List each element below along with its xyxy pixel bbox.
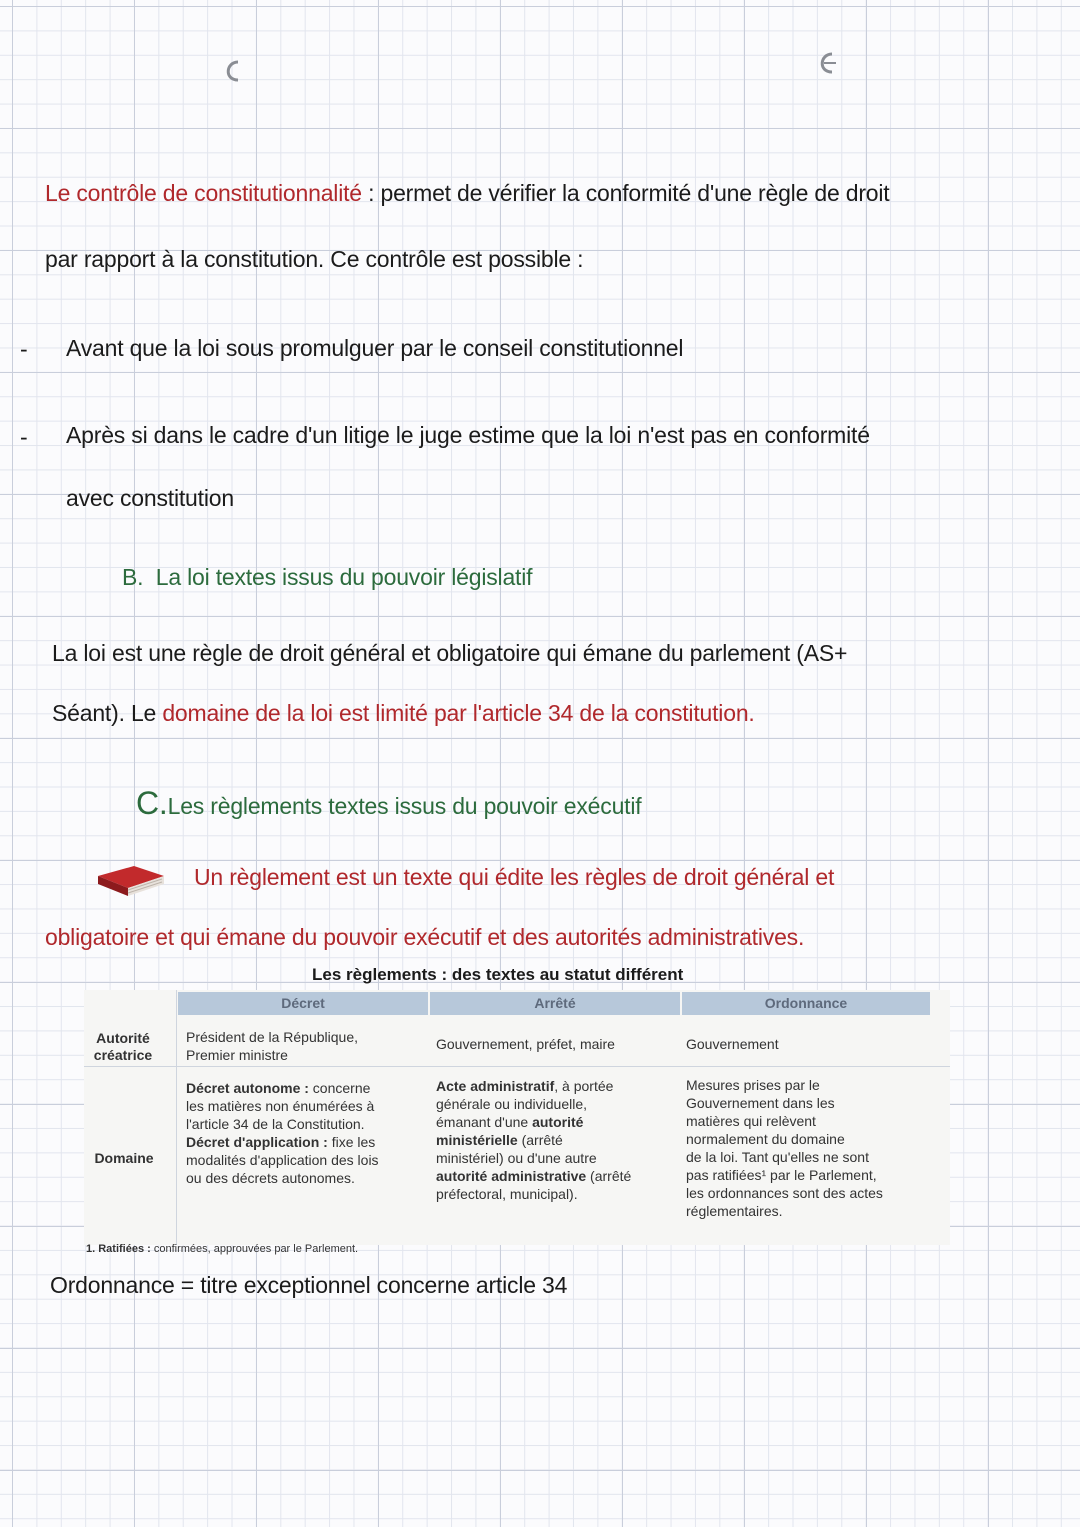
footnote-text: confirmées, approuvées par le Parlement. xyxy=(150,1243,359,1255)
bullet-item-1: Avant que la loi sous promulguer par le conseil constitutionnel xyxy=(66,335,684,361)
section-b-heading xyxy=(122,564,532,591)
decret-line-2: les matières non énumérées à xyxy=(186,1098,375,1114)
arrete-line-7: préfectoral, municipal). xyxy=(436,1186,578,1202)
decret-line-3: l'article 34 de la Constitution. xyxy=(186,1116,365,1132)
binder-hole-right xyxy=(812,50,838,76)
reglement-definition-line-2: obligatoire et qui émane du pouvoir exécutif et des autorités administratives. xyxy=(45,924,805,950)
ord-line-2: Gouvernement dans les xyxy=(686,1095,835,1111)
cell-domaine-ordonnance xyxy=(686,1076,883,1220)
header-decret: Décret xyxy=(178,992,428,1015)
table-title: Les règlements : des textes au statut différent xyxy=(312,965,684,984)
controle-definition: : permet de vérifier la conformité d'une règle de droit xyxy=(361,180,890,206)
controle-line-1 xyxy=(45,180,889,207)
column-divider xyxy=(176,990,177,1245)
row-label-autorite-a: Autorité xyxy=(96,1030,150,1046)
row-label-autorite xyxy=(86,1030,160,1064)
arrete-autorite-admin-term: autorité administrative xyxy=(436,1168,587,1184)
decret-line-6: ou des décrets autonomes. xyxy=(186,1170,355,1186)
bullet-item-2: Après si dans le cadre d'un litige le juge estime que la loi n'est pas en conformité xyxy=(66,422,870,448)
row-divider xyxy=(84,1066,950,1067)
loi-paragraph-line-1: La loi est une règle de droit général et obligatoire qui émane du parlement (AS+ xyxy=(52,640,848,666)
row-label-autorite-b: créatrice xyxy=(93,1047,153,1063)
header-ordonnance: Ordonnance xyxy=(682,992,930,1015)
footnote-term: 1. Ratifiées : xyxy=(86,1243,151,1255)
ord-line-3: matières qui relèvent xyxy=(686,1113,816,1129)
arrete-line-2: générale ou individuelle, xyxy=(436,1096,587,1112)
cell-domaine-arrete xyxy=(436,1077,631,1203)
loi-paragraph-line-2 xyxy=(52,700,755,727)
section-b-letter: B. xyxy=(122,564,144,590)
table-footnote xyxy=(86,1243,358,1255)
section-b-title: La loi textes issus du pouvoir législatif xyxy=(155,564,533,590)
arrete-line-1: , à portée xyxy=(554,1078,614,1094)
cell-domaine-decret xyxy=(186,1079,379,1187)
ord-line-7: les ordonnances sont des actes xyxy=(686,1185,883,1201)
ord-line-8: réglementaires. xyxy=(686,1203,783,1219)
bullet-item-2-cont: avec constitution xyxy=(66,485,234,511)
ord-line-1: Mesures prises par le xyxy=(686,1077,820,1093)
controle-line-2: par rapport à la constitution. Ce contrôle est possible : xyxy=(45,246,584,272)
decret-autonome-text: concerne xyxy=(308,1080,371,1096)
arrete-autorite-term: autorité xyxy=(532,1114,584,1130)
arrete-ministerielle-term: ministérielle xyxy=(436,1132,518,1148)
arrete-line-4: (arrêté xyxy=(517,1132,563,1148)
ord-line-4: normalement du domaine xyxy=(686,1131,845,1147)
decret-line-5: modalités d'application des lois xyxy=(186,1152,379,1168)
bullet-dash-2: - xyxy=(20,424,28,450)
loi-paragraph-start: Séant). Le xyxy=(52,700,163,726)
loi-domaine-highlight: domaine de la loi est limité par l'article 34 de la constitution. xyxy=(162,700,755,726)
section-c-title: Les règlements textes issus du pouvoir exécutif xyxy=(167,793,642,819)
arrete-line-3: émanant d'une xyxy=(436,1114,533,1130)
section-c-letter: C. xyxy=(136,785,168,821)
reglement-definition-line-1: Un règlement est un texte qui édite les règles de droit général et xyxy=(194,864,835,890)
row-label-domaine: Domaine xyxy=(94,1150,154,1166)
book-icon xyxy=(94,862,168,900)
header-arrete: Arrêté xyxy=(430,992,680,1015)
cell-autorite-arrete: Gouvernement, préfet, maire xyxy=(436,1036,615,1052)
bullet-dash-1: - xyxy=(20,336,28,362)
arrete-line-6: (arrêté xyxy=(586,1168,632,1184)
cell-autorite-decret-a: Président de la République, xyxy=(186,1029,359,1045)
decret-application-text: fixe les xyxy=(327,1134,376,1150)
ord-line-6: pas ratifiées¹ par le Parlement, xyxy=(686,1167,877,1183)
section-c-heading xyxy=(136,785,641,822)
cell-autorite-decret-b: Premier ministre xyxy=(186,1047,288,1063)
decret-autonome-term: Décret autonome : xyxy=(186,1080,309,1096)
ordonnance-note: Ordonnance = titre exceptionnel concerne article 34 xyxy=(50,1272,568,1298)
reglements-table xyxy=(84,990,950,1245)
arrete-acte-term: Acte administratif xyxy=(436,1078,555,1094)
ord-line-5: de la loi. Tant qu'elles ne sont xyxy=(686,1149,869,1165)
binder-hole-left xyxy=(218,58,244,84)
cell-autorite-decret xyxy=(186,1028,358,1064)
arrete-line-5: ministériel) ou d'une autre xyxy=(436,1150,597,1166)
cell-autorite-ordonnance: Gouvernement xyxy=(686,1036,779,1052)
decret-application-term: Décret d'application : xyxy=(186,1134,328,1150)
controle-term: Le contrôle de constitutionnalité xyxy=(45,180,362,206)
